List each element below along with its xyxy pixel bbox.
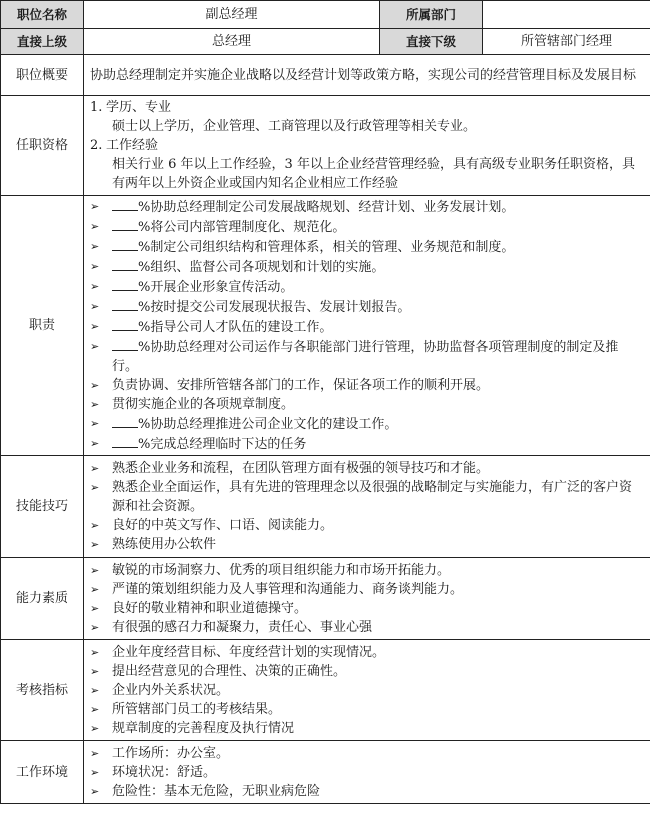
qualification-item (90, 98, 644, 117)
bullet-arrow-icon: ➢ (90, 784, 100, 798)
position-name-label: 职位名称 (1, 1, 84, 29)
qualification-num: 1. (90, 100, 103, 115)
qualifications-content (84, 96, 650, 196)
bullet-arrow-icon: ➢ (90, 300, 100, 313)
abilities-item (90, 618, 644, 637)
row-duties (1, 196, 650, 456)
bullet-arrow-icon: ➢ (90, 645, 100, 659)
duties-item (90, 337, 644, 376)
overview-label: 职位概要 (1, 55, 84, 96)
duties-item-text: %按时提交公司发展现状报告、发展计划报告。 (112, 297, 644, 317)
skills-item-text: 良好的中英文写作、口语、阅读能力。 (112, 518, 334, 533)
kpi-item-text: 企业年度经营目标、年度经营计划的实现情况。 (112, 644, 386, 660)
duties-item (90, 297, 644, 317)
skills-item (90, 535, 644, 554)
environment-list (84, 741, 650, 804)
duties-item-text: 贯彻实施企业的各项规章制度。 (112, 397, 295, 412)
fill-in-blank (112, 434, 138, 448)
bullet-arrow-icon: ➢ (90, 462, 100, 475)
row-position (1, 1, 650, 29)
bullet-arrow-icon: ➢ (90, 220, 100, 233)
department-label: 所属部门 (380, 1, 483, 29)
environment-item-text: 危险性：基本无危险，无职业病危险 (112, 783, 321, 799)
bullet-arrow-icon: ➢ (90, 260, 100, 273)
row-kpi (1, 640, 650, 741)
duties-item (90, 217, 644, 237)
superior-value: 总经理 (84, 29, 380, 55)
qualification-title: 工作经验 (106, 138, 159, 153)
abilities-item-text: 敏锐的市场洞察力、优秀的项目组织能力和市场开拓能力。 (112, 562, 451, 578)
bullet-arrow-icon: ➢ (90, 481, 100, 494)
duties-item (90, 317, 644, 337)
skills-item-text: 熟悉企业全面运作，具有先进的管理理念以及很强的战略制定与实施能力，有广泛的客户资源和社会资源。 (112, 480, 633, 514)
skills-item (90, 459, 644, 478)
bullet-arrow-icon: ➢ (90, 417, 100, 430)
duties-list (84, 196, 650, 456)
subordinate-value: 所管辖部门经理 (483, 29, 650, 55)
skills-item-text: 熟练使用办公软件 (112, 537, 217, 552)
duties-item-text: %组织、监督公司各项规划和计划的实施。 (112, 257, 644, 277)
bullet-arrow-icon: ➢ (90, 702, 100, 716)
fill-in-blank (112, 337, 138, 351)
row-skills (1, 456, 650, 558)
duties-item (90, 277, 644, 297)
row-superior (1, 29, 650, 55)
bullet-arrow-icon: ➢ (90, 340, 100, 353)
bullet-arrow-icon: ➢ (90, 746, 100, 760)
bullet-arrow-icon: ➢ (90, 582, 100, 596)
qualification-detail: 硕士以上学历，企业管理、工商管理以及行政管理等相关专业。 (112, 119, 477, 134)
row-qualifications (1, 96, 650, 196)
abilities-item-text: 良好的敬业精神和职业道德操守。 (112, 600, 308, 616)
kpi-item-text: 提出经营意见的合理性、决策的正确性。 (112, 663, 347, 679)
qualification-item (90, 136, 644, 155)
bullet-arrow-icon: ➢ (90, 379, 100, 392)
abilities-item (90, 561, 644, 580)
kpi-list (84, 640, 650, 741)
duties-item-text: %制定公司组织结构和管理体系，相关的管理、业务规范和制度。 (112, 237, 644, 257)
qualifications-label: 任职资格 (1, 96, 84, 196)
environment-item (90, 763, 644, 782)
position-name-value: 副总经理 (84, 1, 380, 29)
bullet-arrow-icon: ➢ (90, 320, 100, 333)
row-environment (1, 741, 650, 804)
duties-item (90, 434, 644, 454)
row-abilities (1, 558, 650, 640)
overview-text: 协助总经理制定并实施企业战略以及经营计划等政策方略，实现公司的经营管理目标及发展目标 (84, 55, 650, 96)
environment-item (90, 744, 644, 763)
abilities-item (90, 599, 644, 618)
duties-item-text: %协助总经理推进公司企业文化的建设工作。 (112, 414, 644, 434)
bullet-arrow-icon: ➢ (90, 240, 100, 253)
duties-item-text: 负责协调、安排所管辖各部门的工作，保证各项工作的顺利开展。 (112, 378, 490, 393)
row-overview (1, 55, 650, 96)
skills-item-text: 熟悉企业业务和流程，在团队管理方面有极强的领导技巧和才能。 (112, 461, 490, 476)
qualification-detail: 相关行业 6 年以上工作经验，3 年以上企业经营管理经验，具有高级专业职务任职资格，具有两年以上外资企业或国内知名企业相应工作经验 (112, 157, 635, 191)
duties-item-text: %协助总经理对公司运作与各职能部门进行管理，协助监督各项管理制度的制定及推行。 (112, 337, 644, 376)
bullet-arrow-icon: ➢ (90, 519, 100, 532)
bullet-arrow-icon: ➢ (90, 620, 100, 634)
fill-in-blank (112, 257, 138, 271)
duties-label: 职责 (1, 196, 84, 456)
bullet-arrow-icon: ➢ (90, 765, 100, 779)
skills-label: 技能技巧 (1, 456, 84, 558)
qualification-num: 2. (90, 138, 103, 153)
duties-item (90, 257, 644, 277)
bullet-arrow-icon: ➢ (90, 437, 100, 450)
bullet-arrow-icon: ➢ (90, 398, 100, 411)
duties-item (90, 237, 644, 257)
environment-item-text: 环境状况：舒适。 (112, 764, 217, 780)
fill-in-blank (112, 277, 138, 291)
fill-in-blank (112, 414, 138, 428)
bullet-arrow-icon: ➢ (90, 683, 100, 697)
abilities-item-text: 严谨的策划组织能力及人事管理和沟通能力、商务谈判能力。 (112, 581, 464, 597)
kpi-item-text: 规章制度的完善程度及执行情况 (112, 720, 295, 736)
fill-in-blank (112, 237, 138, 251)
bullet-arrow-icon: ➢ (90, 538, 100, 551)
kpi-item (90, 719, 644, 738)
kpi-item (90, 643, 644, 662)
kpi-label: 考核指标 (1, 640, 84, 741)
abilities-item-text: 有很强的感召力和凝聚力，责任心、事业心强 (112, 619, 373, 635)
duties-item (90, 414, 644, 434)
skills-item (90, 478, 644, 516)
bullet-arrow-icon: ➢ (90, 601, 100, 615)
kpi-item-text: 企业内外关系状况。 (112, 682, 230, 698)
bullet-arrow-icon: ➢ (90, 721, 100, 735)
bullet-arrow-icon: ➢ (90, 280, 100, 293)
abilities-item (90, 580, 644, 599)
skills-list (84, 456, 650, 558)
duties-item-text: %指导公司人才队伍的建设工作。 (112, 317, 644, 337)
qualification-title: 学历、专业 (106, 100, 172, 115)
fill-in-blank (112, 217, 138, 231)
fill-in-blank (112, 317, 138, 331)
kpi-item (90, 681, 644, 700)
duties-item-text: %开展企业形象宣传活动。 (112, 277, 644, 297)
fill-in-blank (112, 297, 138, 311)
duties-item (90, 376, 644, 395)
bullet-arrow-icon: ➢ (90, 200, 100, 213)
kpi-item (90, 700, 644, 719)
fill-in-blank (112, 197, 138, 211)
subordinate-label: 直接下级 (380, 29, 483, 55)
environment-item-text: 工作场所：办公室。 (112, 745, 230, 761)
duties-item-text: %将公司内部管理制度化、规范化。 (112, 217, 644, 237)
duties-item-text: %完成总经理临时下达的任务 (112, 434, 644, 454)
kpi-item-text: 所管辖部门员工的考核结果。 (112, 701, 282, 717)
duties-item (90, 197, 644, 217)
bullet-arrow-icon: ➢ (90, 664, 100, 678)
kpi-item (90, 662, 644, 681)
department-value (483, 1, 650, 29)
duties-item-text: %协助总经理制定公司发展战略规划、经营计划、业务发展计划。 (112, 197, 644, 217)
duties-item (90, 395, 644, 414)
bullet-arrow-icon: ➢ (90, 563, 100, 577)
environment-label: 工作环境 (1, 741, 84, 804)
abilities-label: 能力素质 (1, 558, 84, 640)
abilities-list (84, 558, 650, 640)
superior-label: 直接上级 (1, 29, 84, 55)
skills-item (90, 516, 644, 535)
environment-item (90, 782, 644, 801)
